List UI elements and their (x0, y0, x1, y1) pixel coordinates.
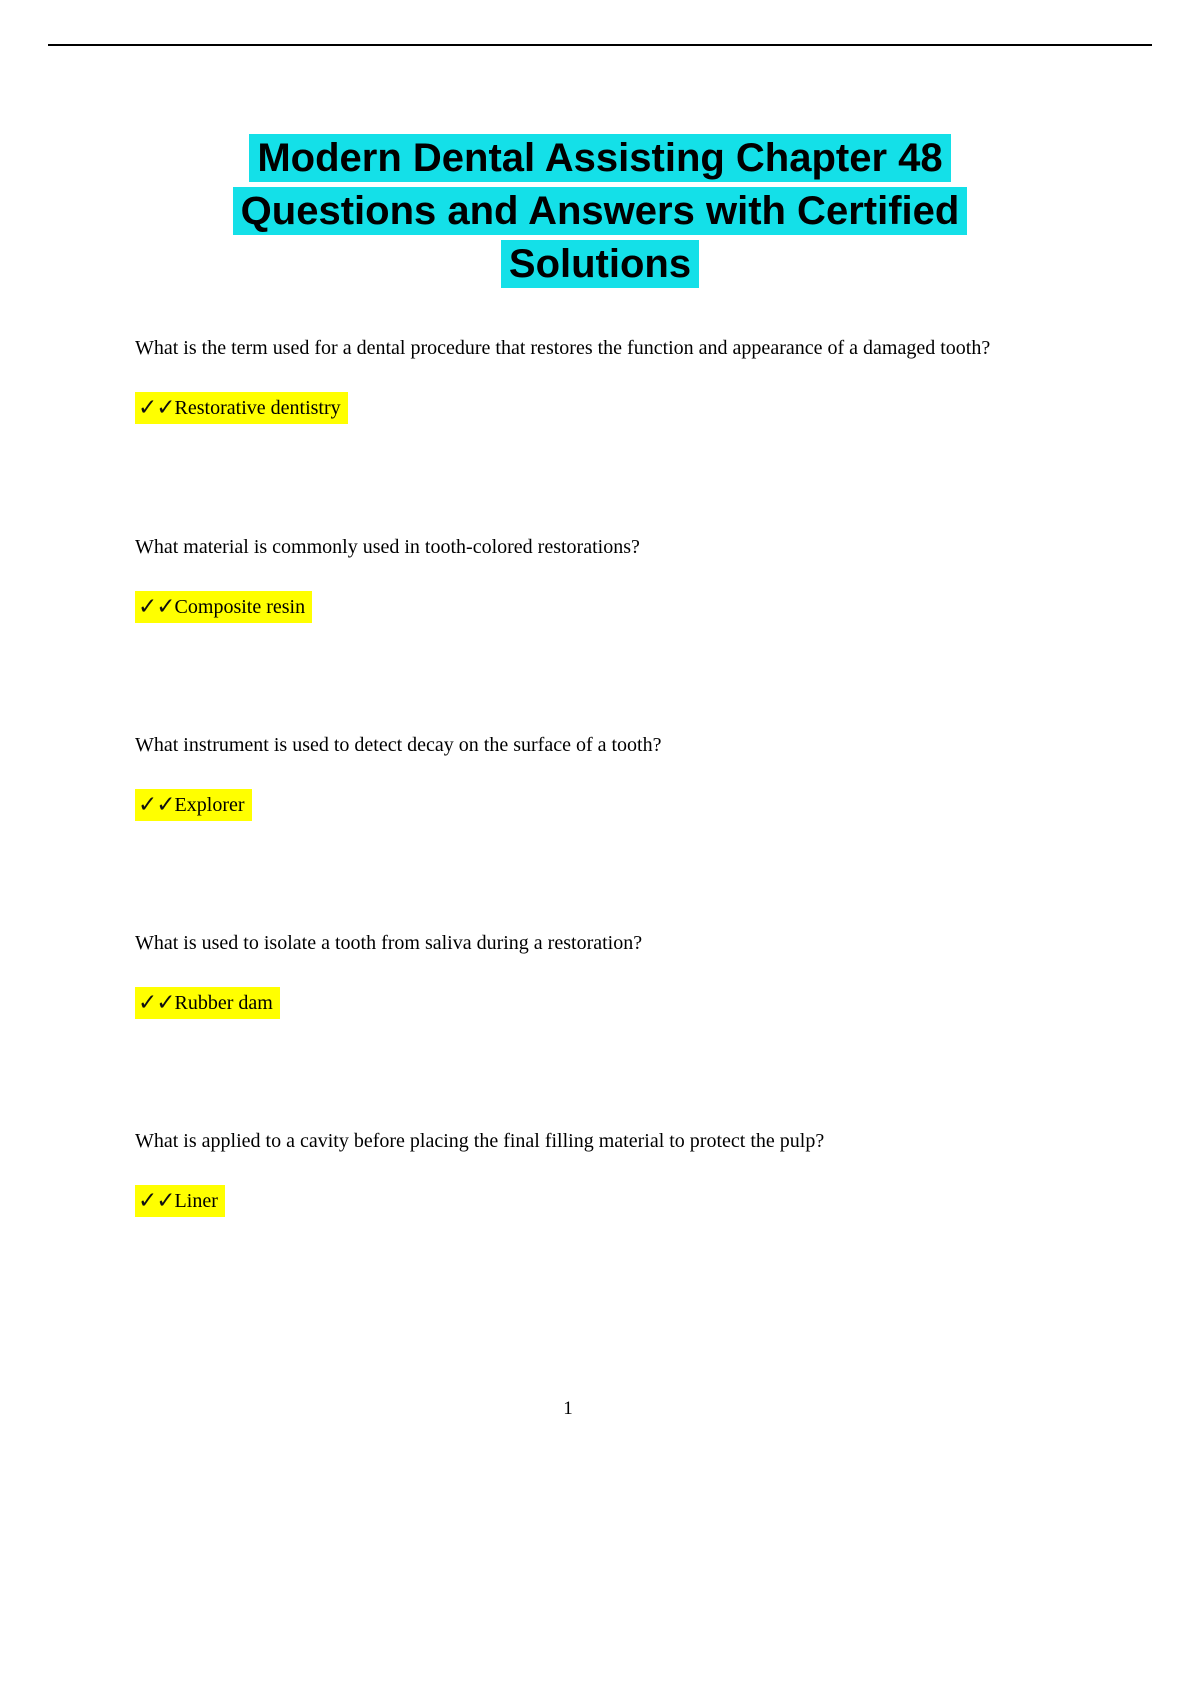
answer-highlight (135, 789, 252, 821)
double-checkmark-icon: ✓✓ (138, 395, 175, 422)
answer-text: Explorer (174, 793, 245, 816)
answer-text: Rubber dam (174, 991, 273, 1014)
qa-content (135, 322, 1050, 1217)
qa-item (135, 917, 1050, 1019)
answer-line (135, 1185, 1050, 1217)
answer-highlight (135, 392, 348, 424)
double-checkmark-icon: ✓✓ (138, 593, 175, 620)
document-page (0, 44, 1200, 1700)
question-text: What is used to isolate a tooth from saliva during a restoration? (135, 931, 643, 954)
answer-line (135, 987, 1050, 1019)
answer-highlight (135, 987, 280, 1019)
answer-line (135, 392, 1050, 424)
double-checkmark-icon: ✓✓ (138, 791, 175, 818)
qa-item (135, 521, 1050, 623)
header-rule (48, 44, 1152, 46)
answer-highlight (135, 591, 312, 623)
question-text: What material is commonly used in tooth-colored restorations? (135, 535, 640, 558)
answer-line (135, 591, 1050, 623)
page-title-text: Modern Dental Assisting Chapter 48 Questions and Answers with Certified Solutions (233, 134, 968, 288)
question-text: What is the term used for a dental procedure that restores the function and appearance of a damaged tooth? (135, 337, 991, 360)
answer-text: Liner (174, 1190, 218, 1213)
qa-item (135, 1115, 1050, 1217)
question-text: What is applied to a cavity before placing the final filling material to protect the pulp? (135, 1130, 825, 1153)
page-title (190, 132, 1010, 290)
page-number: 1 (563, 1398, 573, 1419)
question-text: What instrument is used to detect decay on the surface of a tooth? (135, 733, 662, 756)
qa-item (135, 322, 1050, 424)
answer-text: Restorative dentistry (174, 397, 341, 420)
answer-highlight (135, 1185, 225, 1217)
answer-line (135, 789, 1050, 821)
qa-item (135, 719, 1050, 821)
double-checkmark-icon: ✓✓ (138, 1188, 175, 1215)
answer-text: Composite resin (174, 595, 306, 618)
double-checkmark-icon: ✓✓ (138, 989, 175, 1016)
